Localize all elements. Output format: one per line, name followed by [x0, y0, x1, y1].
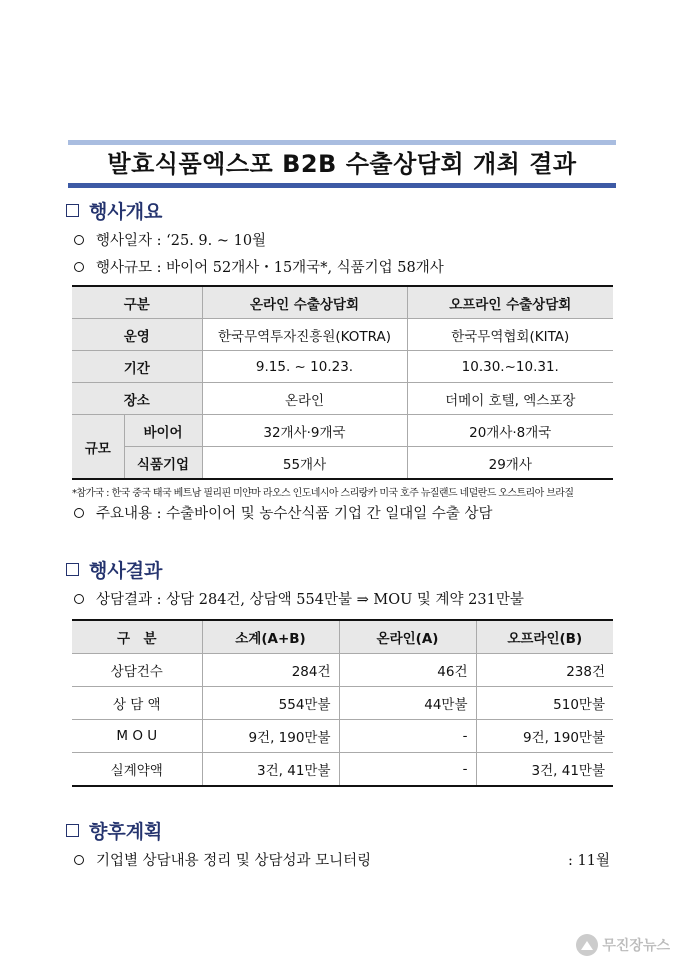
overview-table: [72, 285, 613, 480]
bullet-main-content: [74, 502, 493, 523]
table-cell: 55개사: [202, 447, 407, 480]
table-row: [72, 415, 613, 447]
table-cell: 9건, 190만불: [476, 720, 613, 753]
table-cell: -: [339, 720, 476, 753]
table-cell: 온라인: [202, 383, 407, 415]
table-cell: 9.15. ~ 10.23.: [202, 351, 407, 383]
table-cell: 더메이 호텔, 엑스포장: [407, 383, 613, 415]
bullet-text: 상담결과 : 상담 284건, 상담액 554만불 ⇒ MOU 및 계약 231만불: [96, 592, 524, 608]
square-bullet-icon: [66, 824, 79, 837]
section-heading-overview: [66, 197, 162, 224]
row-label: 상 담 액: [72, 687, 202, 720]
table-header-row: [72, 286, 613, 319]
title-bar-bottom: [68, 183, 616, 188]
watermark-text: 무진장뉴스: [602, 938, 670, 954]
table-row: [72, 687, 613, 720]
section-heading-label: 행사결과: [89, 560, 163, 582]
table-cell: 3건, 41만불: [476, 753, 613, 787]
row-label: 상담건수: [72, 654, 202, 687]
bullet-text: 기업별 상담내용 정리 및 상담성과 모니터링: [96, 853, 372, 869]
bullet-text: 주요내용 : 수출바이어 및 농수산식품 기업 간 일대일 수출 상담: [96, 506, 493, 522]
watermark: [576, 934, 670, 956]
bullet-followup: [74, 849, 371, 870]
bullet-consult-results: [74, 588, 524, 609]
table-cell: 44만불: [339, 687, 476, 720]
table-cell: 32개사·9개국: [202, 415, 407, 447]
table-row: [72, 447, 613, 480]
table-cell: 238건: [476, 654, 613, 687]
row-label: M O U: [72, 720, 202, 753]
table-cell: 9건, 190만불: [202, 720, 339, 753]
header-cell: 소계(A+B): [202, 620, 339, 654]
table-cell: 29개사: [407, 447, 613, 480]
header-cell: 오프라인 수출상담회: [407, 286, 613, 319]
circle-bullet-icon: [74, 508, 84, 518]
table-header-row: [72, 620, 613, 654]
title-banner: [68, 140, 616, 188]
row-label: 운영: [72, 319, 202, 351]
circle-bullet-icon: [74, 594, 84, 604]
table-cell: -: [339, 753, 476, 787]
table-row: [72, 319, 613, 351]
table-cell: 284건: [202, 654, 339, 687]
row-sublabel: 식품기업: [124, 447, 202, 480]
section-heading-label: 행사개요: [89, 201, 163, 223]
table-cell: 3건, 41만불: [202, 753, 339, 787]
table-cell: 554만불: [202, 687, 339, 720]
row-label: 실계약액: [72, 753, 202, 787]
bullet-text: 행사규모 : 바이어 52개사・15개국*, 식품기업 58개사: [96, 260, 444, 276]
followup-date: : 11월: [568, 853, 610, 869]
square-bullet-icon: [66, 563, 79, 576]
square-bullet-icon: [66, 204, 79, 217]
table-cell: 510만불: [476, 687, 613, 720]
table-cell: 10.30.~10.31.: [407, 351, 613, 383]
section-heading-label: 향후계획: [89, 821, 163, 843]
table-row: [72, 351, 613, 383]
row-label: 규모: [72, 415, 124, 480]
results-table: [72, 619, 613, 787]
header-cell: 구 분: [72, 620, 202, 654]
circle-bullet-icon: [74, 855, 84, 865]
row-label: 장소: [72, 383, 202, 415]
table-row: [72, 753, 613, 787]
bullet-event-date: [74, 229, 266, 250]
bullet-event-scale: [74, 256, 444, 277]
bullet-text: 행사일자 : ‘25. 9. ~ 10월: [96, 233, 267, 249]
participant-countries-note: *참가국 : 한국 중국 태국 베트남 필리핀 미얀마 라오스 인도네시아 스리랑카 미국 호주 뉴질랜드 네덜란드 오스트리아 브라질: [72, 488, 574, 499]
table-row: [72, 720, 613, 753]
header-cell: 온라인(A): [339, 620, 476, 654]
section-heading-plans: [66, 817, 162, 844]
page-title: 발효식품엑스포 B2B 수출상담회 개최 결과: [107, 150, 577, 178]
circle-bullet-icon: [74, 235, 84, 245]
mountain-logo-icon: [576, 934, 598, 956]
table-row: [72, 383, 613, 415]
circle-bullet-icon: [74, 262, 84, 272]
table-cell: 20개사·8개국: [407, 415, 613, 447]
table-cell: 한국무역협회(KITA): [407, 319, 613, 351]
table-cell: 한국무역투자진흥원(KOTRA): [202, 319, 407, 351]
table-cell: 46건: [339, 654, 476, 687]
section-heading-results: [66, 556, 162, 583]
header-cell: 온라인 수출상담회: [202, 286, 407, 319]
header-cell: 구분: [72, 286, 202, 319]
header-cell: 오프라인(B): [476, 620, 613, 654]
row-label: 기간: [72, 351, 202, 383]
table-row: [72, 654, 613, 687]
row-sublabel: 바이어: [124, 415, 202, 447]
